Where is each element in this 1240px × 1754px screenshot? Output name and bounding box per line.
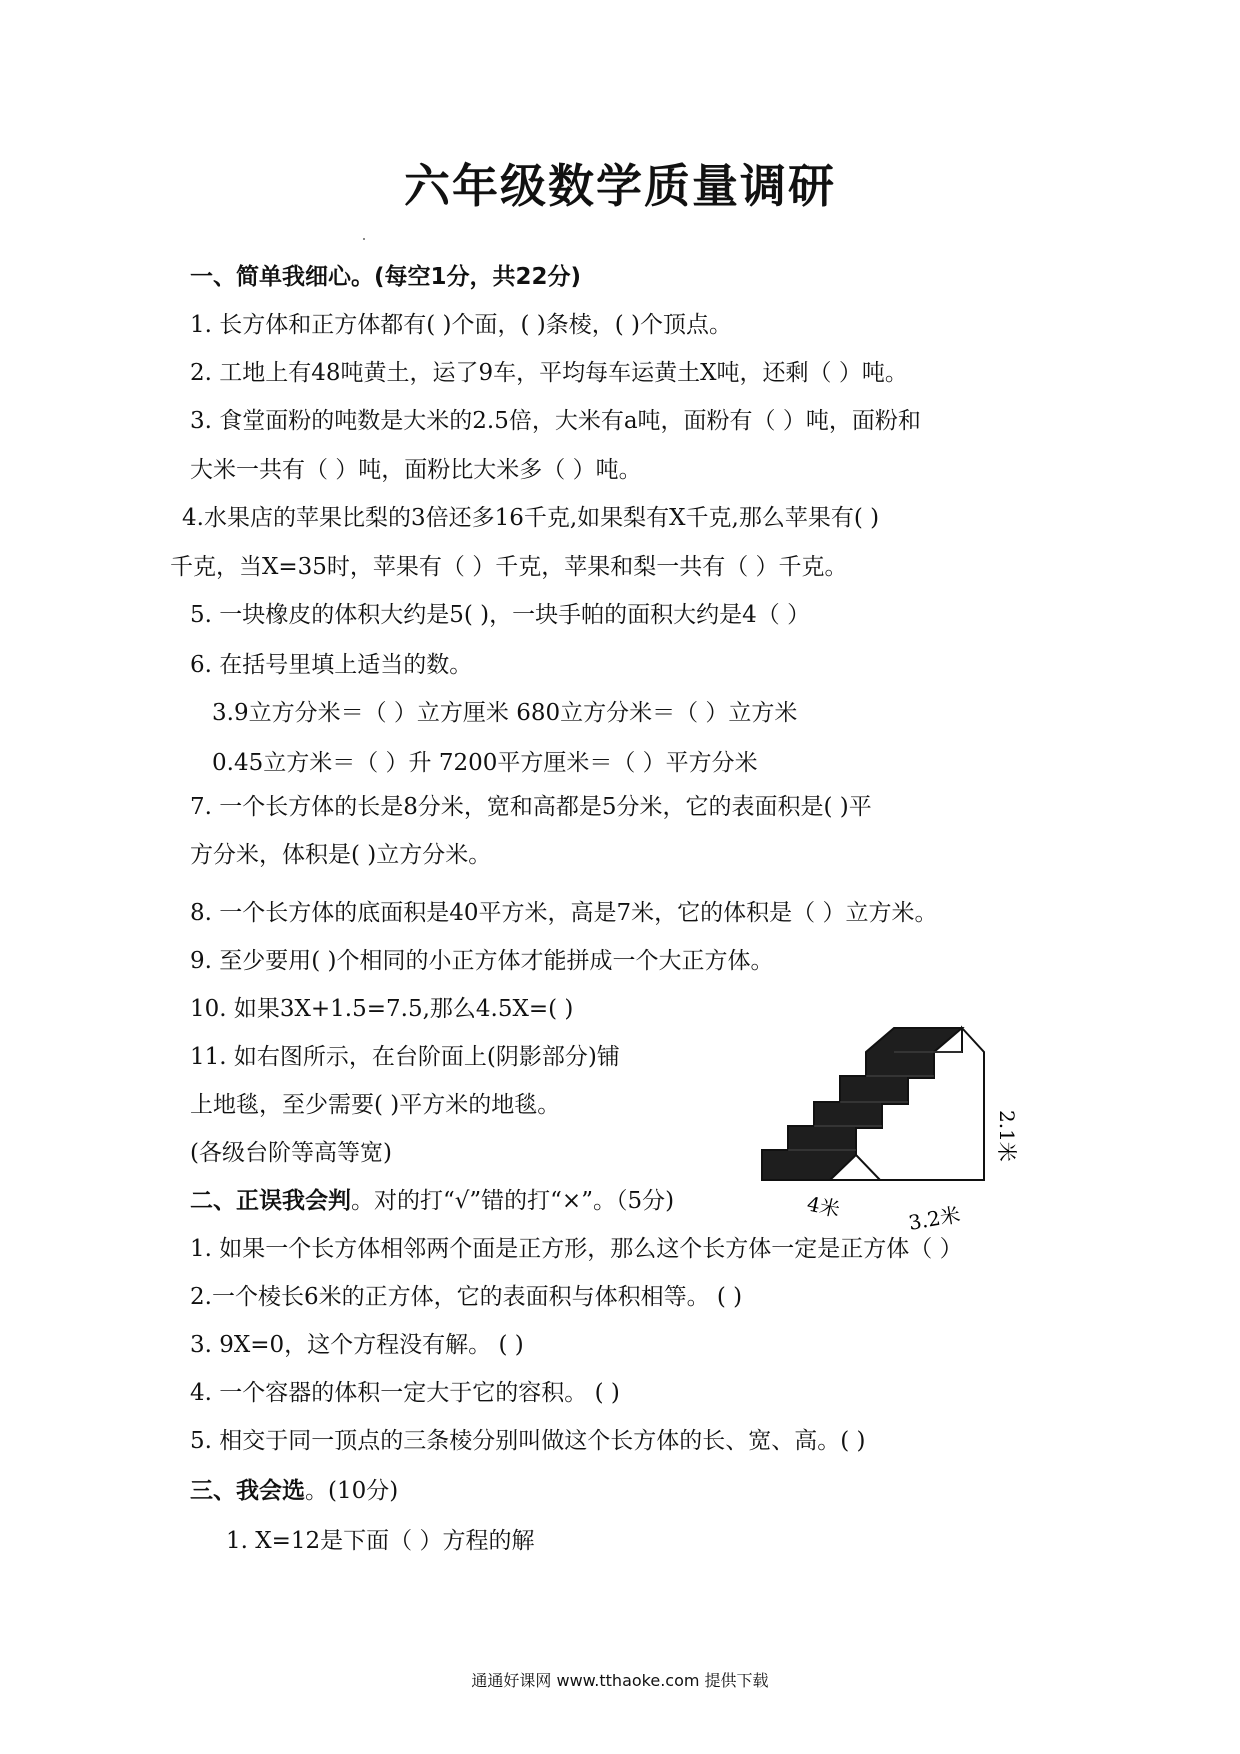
question-line: 8. 一个长方体的底面积是40平方米，高是7米，它的体积是（ ）立方米。 xyxy=(190,900,938,926)
judge-line: 2.一个棱长6米的正方体，它的表面积与体积相等。 ( ) xyxy=(190,1284,743,1310)
judge-line: 1. 如果一个长方体相邻两个面是正方形，那么这个长方体一定是正方体（ ） xyxy=(190,1236,963,1262)
question-line: 大米一共有（ ）吨，面粉比大米多（ ）吨。 xyxy=(190,457,642,483)
footer-credit: 通通好课网 www.tthaoke.com 提供下载 xyxy=(471,1671,769,1690)
judge-line: 5. 相交于同一顶点的三条棱分别叫做这个长方体的长、宽、高。( ) xyxy=(190,1428,866,1454)
question-line: 5. 一块橡皮的体积大约是5( )，一块手帕的面积大约是4（ ） xyxy=(190,602,811,628)
scan-speck xyxy=(363,238,365,240)
question-line: 11. 如右图所示，在台阶面上(阴影部分)铺 xyxy=(190,1044,620,1070)
height-label: 2.1米 xyxy=(995,1110,1019,1162)
question-line: 1. 长方体和正方体都有( )个面，( )条棱，( )个顶点。 xyxy=(190,312,733,338)
question-line: 2. 工地上有48吨黄土，运了9车，平均每车运黄土X吨，还剩（ ）吨。 xyxy=(190,360,908,386)
section2-heading-rest: 。对的打“√”错的打“×”。（5分) xyxy=(351,1188,675,1214)
question-line: 6. 在括号里填上适当的数。 xyxy=(190,652,473,678)
width-label: 4米 xyxy=(804,1191,842,1222)
section2-heading-bold: 二、正误我会判 xyxy=(190,1188,351,1214)
section3-heading-rest: 。(10分) xyxy=(305,1478,399,1504)
section3-heading xyxy=(190,1476,398,1506)
choice-line: 1. X=12是下面（ ）方程的解 xyxy=(226,1528,535,1554)
question-line: 0.45立方米＝（ ）升 7200平方厘米＝（ ）平方分米 xyxy=(212,750,758,776)
page-title: 六年级数学质量调研 xyxy=(404,159,836,213)
question-line: 千克，当X=35时，苹果有（ ）千克，苹果和梨一共有（ ）千克。 xyxy=(170,554,848,580)
judge-line: 3. 9X=0，这个方程没有解。 ( ) xyxy=(190,1332,524,1358)
question-line: 方分米，体积是( )立方分米。 xyxy=(190,842,492,868)
section3-heading-bold: 三、我会选 xyxy=(190,1478,305,1504)
question-line: 3. 食堂面粉的吨数是大米的2.5倍，大米有a吨，面粉有（ ）吨，面粉和 xyxy=(190,408,921,434)
question-line: 10. 如果3X+1.5=7.5,那么4.5X=( ) xyxy=(190,996,574,1022)
question-line: (各级台阶等高等宽) xyxy=(190,1140,392,1166)
judge-line: 4. 一个容器的体积一定大于它的容积。 ( ) xyxy=(190,1380,620,1406)
depth-label: 3.2米 xyxy=(906,1202,962,1235)
question-line: 4.水果店的苹果比梨的3倍还多16千克,如果梨有X千克,那么苹果有( ) xyxy=(182,505,880,531)
question-line: 3.9立方分米＝（ ）立方厘米 680立方分米＝（ ）立方米 xyxy=(212,700,798,726)
question-line: 7. 一个长方体的长是8分米，宽和高都是5分米，它的表面积是( )平 xyxy=(190,794,872,820)
question-line: 上地毯，至少需要( )平方米的地毯。 xyxy=(190,1092,561,1118)
section2-heading xyxy=(190,1186,674,1216)
staircase-figure xyxy=(752,1020,1032,1235)
section1-heading: 一、简单我细心。(每空1分，共22分) xyxy=(190,264,582,290)
question-line: 9. 至少要用( )个相同的小正方体才能拼成一个大正方体。 xyxy=(190,948,774,974)
